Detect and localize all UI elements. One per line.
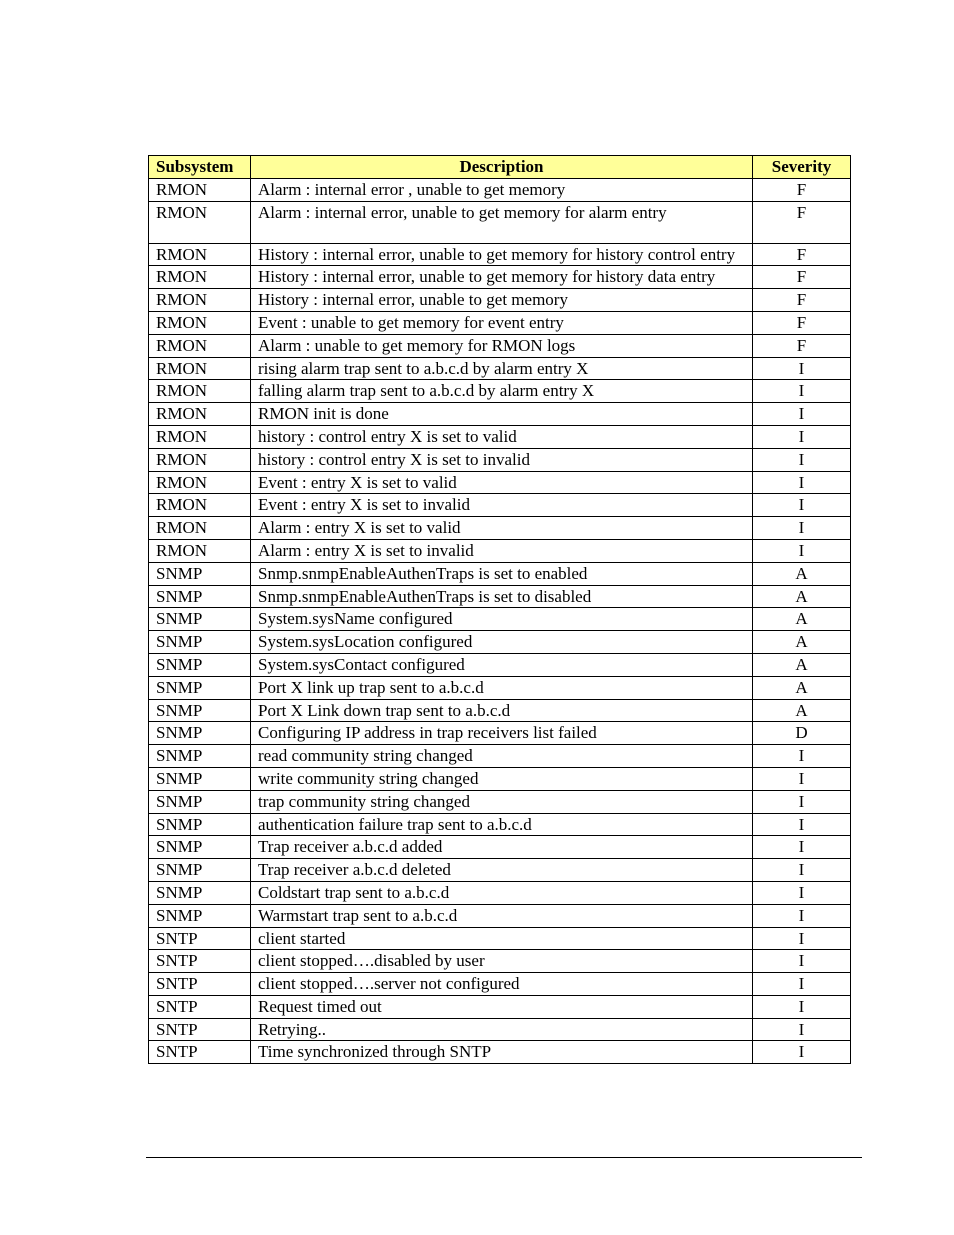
subsystem-cell: RMON	[149, 494, 251, 517]
description-cell: history : control entry X is set to invalid	[251, 448, 753, 471]
table-row	[149, 357, 851, 380]
description-cell: Trap receiver a.b.c.d added	[251, 836, 753, 859]
description-cell: Port X Link down trap sent to a.b.c.d	[251, 699, 753, 722]
severity-cell: F	[753, 334, 851, 357]
severity-cell: I	[753, 836, 851, 859]
subsystem-cell: SNMP	[149, 904, 251, 927]
subsystem-cell: RMON	[149, 539, 251, 562]
subsystem-cell: RMON	[149, 425, 251, 448]
description-cell: Snmp.snmpEnableAuthenTraps is set to disabled	[251, 585, 753, 608]
table-row	[149, 471, 851, 494]
table-row	[149, 494, 851, 517]
subsystem-cell: SNMP	[149, 813, 251, 836]
severity-cell: F	[753, 201, 851, 243]
subsystem-cell: SNMP	[149, 790, 251, 813]
severity-cell: A	[753, 699, 851, 722]
subsystem-cell: RMON	[149, 357, 251, 380]
severity-cell: I	[753, 745, 851, 768]
subsystem-cell: SNTP	[149, 927, 251, 950]
subsystem-cell: RMON	[149, 334, 251, 357]
description-cell: Alarm : entry X is set to invalid	[251, 539, 753, 562]
table-row	[149, 859, 851, 882]
description-cell: System.sysContact configured	[251, 653, 753, 676]
subsystem-cell: RMON	[149, 403, 251, 426]
table-row	[149, 676, 851, 699]
description-cell: Retrying..	[251, 1018, 753, 1041]
table-row	[149, 836, 851, 859]
subsystem-cell: SNMP	[149, 767, 251, 790]
severity-cell: I	[753, 1041, 851, 1064]
severity-cell: I	[753, 973, 851, 996]
description-cell: Time synchronized through SNTP	[251, 1041, 753, 1064]
log-messages-table	[148, 155, 851, 1064]
description-cell: System.sysName configured	[251, 608, 753, 631]
severity-cell: A	[753, 585, 851, 608]
description-cell: Warmstart trap sent to a.b.c.d	[251, 904, 753, 927]
footer-divider	[146, 1157, 862, 1158]
table-row	[149, 1018, 851, 1041]
description-cell: write community string changed	[251, 767, 753, 790]
subsystem-cell: RMON	[149, 178, 251, 201]
table-row	[149, 973, 851, 996]
description-cell: history : control entry X is set to valid	[251, 425, 753, 448]
table-row	[149, 790, 851, 813]
table-row	[149, 289, 851, 312]
description-cell: trap community string changed	[251, 790, 753, 813]
severity-cell: F	[753, 243, 851, 266]
table-row	[149, 950, 851, 973]
subsystem-cell: RMON	[149, 448, 251, 471]
severity-cell: I	[753, 790, 851, 813]
subsystem-cell: SNTP	[149, 973, 251, 996]
table-row	[149, 539, 851, 562]
severity-cell: I	[753, 859, 851, 882]
severity-cell: A	[753, 608, 851, 631]
subsystem-cell: RMON	[149, 311, 251, 334]
subsystem-cell: RMON	[149, 380, 251, 403]
subsystem-cell: SNTP	[149, 1041, 251, 1064]
description-cell: Trap receiver a.b.c.d deleted	[251, 859, 753, 882]
description-cell: client stopped….disabled by user	[251, 950, 753, 973]
table-row	[149, 745, 851, 768]
description-cell: Event : unable to get memory for event entry	[251, 311, 753, 334]
header-subsystem: Subsystem	[149, 156, 251, 179]
table-row	[149, 517, 851, 540]
table-row	[149, 608, 851, 631]
severity-cell: I	[753, 494, 851, 517]
severity-cell: I	[753, 813, 851, 836]
severity-cell: I	[753, 448, 851, 471]
severity-cell: I	[753, 403, 851, 426]
severity-cell: A	[753, 631, 851, 654]
severity-cell: I	[753, 1018, 851, 1041]
subsystem-cell: RMON	[149, 201, 251, 243]
subsystem-cell: SNMP	[149, 745, 251, 768]
severity-cell: A	[753, 562, 851, 585]
severity-cell: F	[753, 289, 851, 312]
subsystem-cell: SNMP	[149, 881, 251, 904]
table-header-row	[149, 156, 851, 179]
table-row	[149, 201, 851, 243]
description-cell: Port X link up trap sent to a.b.c.d	[251, 676, 753, 699]
description-cell: Alarm : unable to get memory for RMON logs	[251, 334, 753, 357]
table-row	[149, 334, 851, 357]
table-row	[149, 699, 851, 722]
severity-cell: F	[753, 311, 851, 334]
table-row	[149, 266, 851, 289]
table-row	[149, 403, 851, 426]
severity-cell: I	[753, 357, 851, 380]
subsystem-cell: SNTP	[149, 950, 251, 973]
table-row	[149, 904, 851, 927]
description-cell: Event : entry X is set to invalid	[251, 494, 753, 517]
table-row	[149, 243, 851, 266]
subsystem-cell: SNMP	[149, 722, 251, 745]
description-cell: History : internal error, unable to get memory for history data entry	[251, 266, 753, 289]
table-row	[149, 881, 851, 904]
table-row	[149, 631, 851, 654]
description-cell: falling alarm trap sent to a.b.c.d by alarm entry X	[251, 380, 753, 403]
subsystem-cell: SNTP	[149, 995, 251, 1018]
description-cell: System.sysLocation configured	[251, 631, 753, 654]
table-row	[149, 448, 851, 471]
severity-cell: I	[753, 950, 851, 973]
table-row	[149, 927, 851, 950]
subsystem-cell: SNMP	[149, 836, 251, 859]
table-row	[149, 722, 851, 745]
table-row	[149, 995, 851, 1018]
table-row	[149, 813, 851, 836]
description-cell: Coldstart trap sent to a.b.c.d	[251, 881, 753, 904]
severity-cell: I	[753, 995, 851, 1018]
subsystem-cell: RMON	[149, 289, 251, 312]
table-row	[149, 562, 851, 585]
description-cell: rising alarm trap sent to a.b.c.d by alarm entry X	[251, 357, 753, 380]
severity-cell: I	[753, 881, 851, 904]
description-cell: client started	[251, 927, 753, 950]
description-cell: Alarm : internal error , unable to get memory	[251, 178, 753, 201]
severity-cell: I	[753, 517, 851, 540]
description-cell: Snmp.snmpEnableAuthenTraps is set to enabled	[251, 562, 753, 585]
header-severity: Severity	[753, 156, 851, 179]
subsystem-cell: RMON	[149, 243, 251, 266]
table-body	[149, 178, 851, 1063]
subsystem-cell: SNMP	[149, 653, 251, 676]
table-row	[149, 311, 851, 334]
description-cell: read community string changed	[251, 745, 753, 768]
subsystem-cell: SNMP	[149, 585, 251, 608]
description-cell: Event : entry X is set to valid	[251, 471, 753, 494]
description-cell: Request timed out	[251, 995, 753, 1018]
severity-cell: D	[753, 722, 851, 745]
subsystem-cell: SNMP	[149, 608, 251, 631]
description-cell: Configuring IP address in trap receivers list failed	[251, 722, 753, 745]
severity-cell: F	[753, 266, 851, 289]
subsystem-cell: SNMP	[149, 631, 251, 654]
table-row	[149, 585, 851, 608]
table-row	[149, 653, 851, 676]
description-cell: Alarm : internal error, unable to get memory for alarm entry	[251, 201, 753, 243]
description-cell: client stopped….server not configured	[251, 973, 753, 996]
severity-cell: I	[753, 767, 851, 790]
severity-cell: I	[753, 380, 851, 403]
subsystem-cell: SNMP	[149, 859, 251, 882]
severity-cell: I	[753, 471, 851, 494]
table-row	[149, 767, 851, 790]
subsystem-cell: SNMP	[149, 676, 251, 699]
severity-cell: I	[753, 539, 851, 562]
header-description: Description	[251, 156, 753, 179]
table-row	[149, 1041, 851, 1064]
severity-cell: I	[753, 425, 851, 448]
subsystem-cell: SNTP	[149, 1018, 251, 1041]
severity-cell: F	[753, 178, 851, 201]
subsystem-cell: RMON	[149, 471, 251, 494]
table-row	[149, 425, 851, 448]
description-cell: History : internal error, unable to get memory	[251, 289, 753, 312]
description-cell: Alarm : entry X is set to valid	[251, 517, 753, 540]
description-cell: authentication failure trap sent to a.b.c.d	[251, 813, 753, 836]
description-cell: History : internal error, unable to get memory for history control entry	[251, 243, 753, 266]
subsystem-cell: RMON	[149, 517, 251, 540]
description-cell: RMON init is done	[251, 403, 753, 426]
severity-cell: I	[753, 904, 851, 927]
table-row	[149, 380, 851, 403]
severity-cell: A	[753, 653, 851, 676]
severity-cell: I	[753, 927, 851, 950]
subsystem-cell: SNMP	[149, 562, 251, 585]
table-row	[149, 178, 851, 201]
subsystem-cell: RMON	[149, 266, 251, 289]
severity-cell: A	[753, 676, 851, 699]
subsystem-cell: SNMP	[149, 699, 251, 722]
